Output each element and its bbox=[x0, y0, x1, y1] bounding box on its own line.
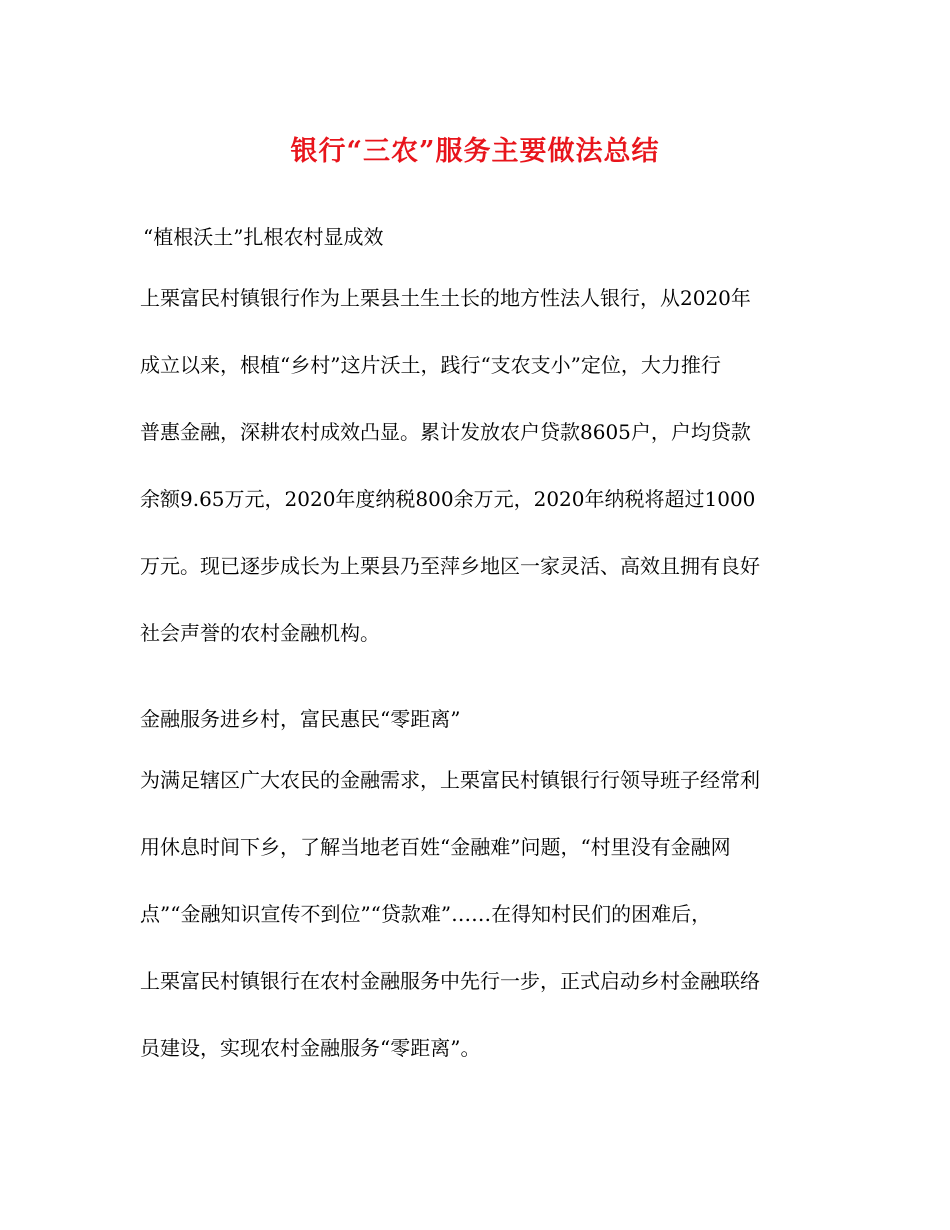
section-heading-2: 金融服务进乡村，富民惠民“零距离” bbox=[140, 707, 461, 731]
paragraph-line: 为满足辖区广大农民的金融需求，上栗富民村镇银行行领导班子经常利 bbox=[140, 768, 760, 792]
paragraph-line: 点”“金融知识宣传不到位”“贷款难”……在得知村民们的困难后， bbox=[140, 902, 712, 926]
document-title: 银行“三农”服务主要做法总结 bbox=[290, 136, 660, 167]
paragraph-line: 普惠金融，深耕农村成效凸显。累计发放农户贷款8605户，户均贷款 bbox=[140, 420, 751, 444]
section-paragraph-1 bbox=[140, 284, 820, 647]
paragraph-line: 余额9.65万元，2020年度纳税800余万元，2020年纳税将超过1000 bbox=[140, 487, 756, 511]
section-paragraph-2 bbox=[140, 766, 820, 1062]
section-heading-1: “植根沃土”扎根农村显成效 bbox=[143, 225, 384, 249]
paragraph-line: 上栗富民村镇银行作为上栗县土生土长的地方性法人银行，从2020年 bbox=[140, 286, 751, 310]
paragraph-line: 上栗富民村镇银行在农村金融服务中先行一步，正式启动乡村金融联络 bbox=[140, 969, 760, 993]
paragraph-line: 万元。现已逐步成长为上栗县乃至萍乡地区一家灵活、高效且拥有良好 bbox=[140, 554, 760, 578]
paragraph-line: 成立以来，根植“乡村”这片沃土，践行“支农支小”定位，大力推行 bbox=[140, 353, 721, 377]
paragraph-line: 用休息时间下乡，了解当地老百姓“金融难”问题，“村里没有金融网 bbox=[140, 835, 731, 859]
paragraph-line: 员建设，实现农村金融服务“零距离”。 bbox=[140, 1036, 481, 1060]
paragraph-line: 社会声誉的农村金融机构。 bbox=[140, 621, 380, 645]
